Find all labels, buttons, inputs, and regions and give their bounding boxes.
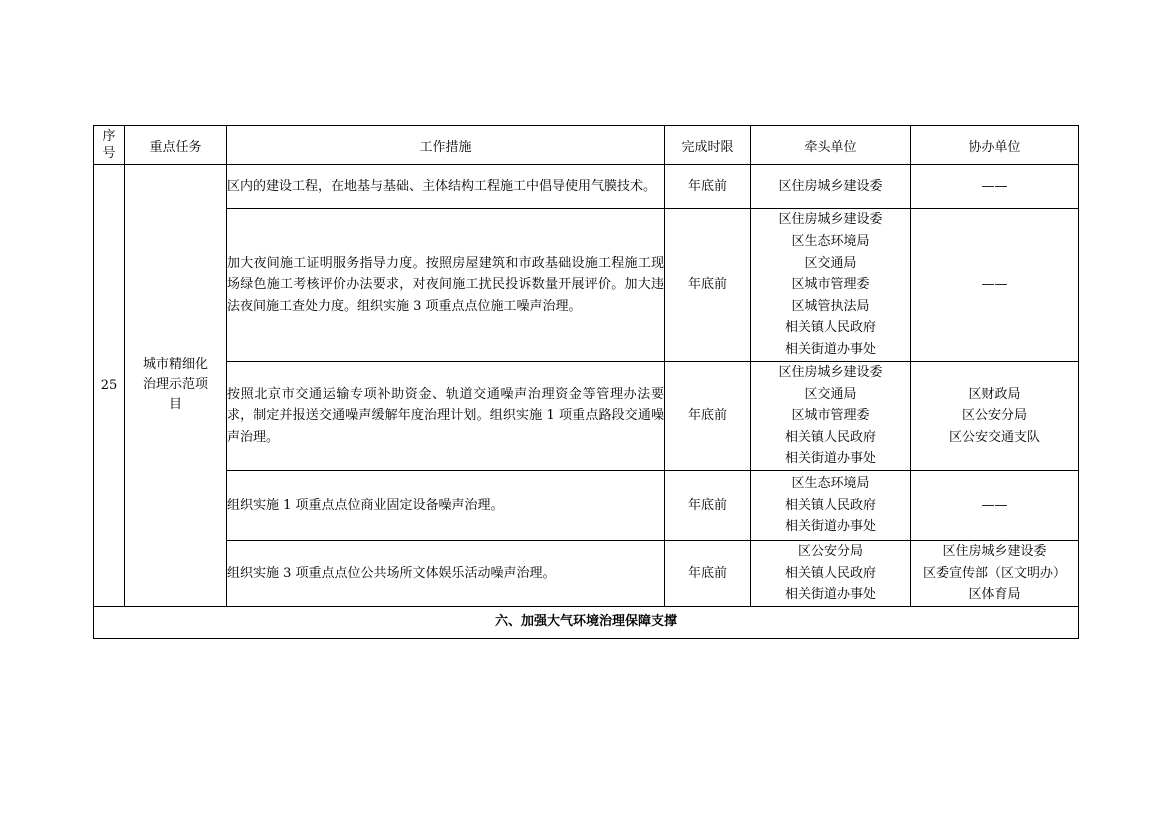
lead-unit: 相关街道办事处	[784, 519, 876, 535]
assist-unit-cell	[911, 362, 1079, 471]
lead-unit: 区城管执法局	[791, 298, 870, 314]
item-number: 25	[94, 165, 125, 607]
lead-unit-cell	[751, 541, 911, 607]
assist-unit: 区公安分局	[961, 408, 1027, 424]
measure-cell: 区内的建设工程，在地基与基础、主体结构工程施工中倡导使用气膜技术。	[227, 165, 665, 209]
assist-unit: 区财政局	[968, 386, 1021, 402]
header-row	[94, 126, 1079, 165]
lead-unit: 区城市管理委	[791, 277, 870, 293]
header-measure: 工作措施	[227, 126, 665, 165]
header-seq-line: 序	[102, 129, 116, 144]
deadline-cell: 年底前	[665, 209, 751, 362]
header-seq	[94, 126, 125, 165]
table-row	[94, 471, 1079, 541]
measure-cell: 加大夜间施工证明服务指导力度。按照房屋建筑和市政基础设施工程施工现场绿色施工考核评价办法要求，对夜间施工扰民投诉数量开展评价。加大违法夜间施工查处力度。组织实施 3 项重点点位施工噪声治理。	[227, 209, 665, 362]
lead-unit: 区城市管理委	[791, 408, 870, 424]
lead-unit: 相关街道办事处	[784, 451, 876, 467]
lead-unit-cell	[751, 209, 911, 362]
lead-unit: 区住房城乡建设委	[778, 365, 883, 381]
measure-cell: 组织实施 3 项重点点位公共场所文体娱乐活动噪声治理。	[227, 541, 665, 607]
assist-unit-cell	[911, 471, 1079, 541]
lead-unit: 相关镇人民政府	[784, 565, 876, 581]
header-task: 重点任务	[125, 126, 227, 165]
assist-unit-cell	[911, 165, 1079, 209]
deadline-cell: 年底前	[665, 471, 751, 541]
table-row	[94, 209, 1079, 362]
lead-unit: 区生态环境局	[791, 234, 870, 250]
item-task	[125, 165, 227, 607]
lead-unit: 相关街道办事处	[784, 587, 876, 603]
lead-unit-cell	[751, 165, 911, 209]
header-seq-line: 号	[102, 146, 116, 161]
deadline-cell: 年底前	[665, 541, 751, 607]
lead-unit-cell	[751, 471, 911, 541]
lead-unit: 相关镇人民政府	[784, 320, 876, 336]
assist-unit: 区公安交通支队	[948, 429, 1040, 445]
assist-unit: ——	[981, 178, 1008, 194]
task-line: 目	[168, 397, 182, 413]
lead-unit: 相关镇人民政府	[784, 497, 876, 513]
deadline-cell: 年底前	[665, 165, 751, 209]
deadline-cell: 年底前	[665, 362, 751, 471]
lead-unit: 相关街道办事处	[784, 341, 876, 357]
lead-unit: 区住房城乡建设委	[778, 212, 883, 228]
table-row	[94, 362, 1079, 471]
section-heading: 六、加强大气环境治理保障支撑	[94, 606, 1079, 638]
section-row	[94, 606, 1079, 638]
table-row	[94, 541, 1079, 607]
header-assist-unit: 协办单位	[911, 126, 1079, 165]
assist-unit-cell	[911, 209, 1079, 362]
assist-unit: ——	[981, 277, 1008, 293]
assist-unit-cell	[911, 541, 1079, 607]
measure-cell: 按照北京市交通运输专项补助资金、轨道交通噪声治理资金等管理办法要求，制定并报送交通噪声缓解年度治理计划。组织实施 1 项重点路段交通噪声治理。	[227, 362, 665, 471]
header-lead-unit: 牵头单位	[751, 126, 911, 165]
assist-unit: ——	[981, 497, 1008, 513]
lead-unit: 区公安分局	[797, 544, 863, 559]
header-deadline: 完成时限	[665, 126, 751, 165]
table-row	[94, 165, 1079, 209]
lead-unit: 区交通局	[804, 386, 857, 402]
lead-unit-cell	[751, 362, 911, 471]
assist-unit: 区委宣传部（区文明办）	[922, 565, 1066, 581]
lead-unit: 区交通局	[804, 255, 857, 271]
assist-unit: 区体育局	[968, 587, 1021, 603]
lead-unit: 区生态环境局	[791, 476, 870, 492]
assist-unit: 区住房城乡建设委	[942, 544, 1047, 559]
task-table	[93, 125, 1079, 639]
measure-cell: 组织实施 1 项重点点位商业固定设备噪声治理。	[227, 471, 665, 541]
task-line: 城市精细化	[142, 357, 208, 373]
lead-unit: 区住房城乡建设委	[778, 178, 883, 194]
task-line: 治理示范项	[142, 377, 208, 393]
lead-unit: 相关镇人民政府	[784, 429, 876, 445]
